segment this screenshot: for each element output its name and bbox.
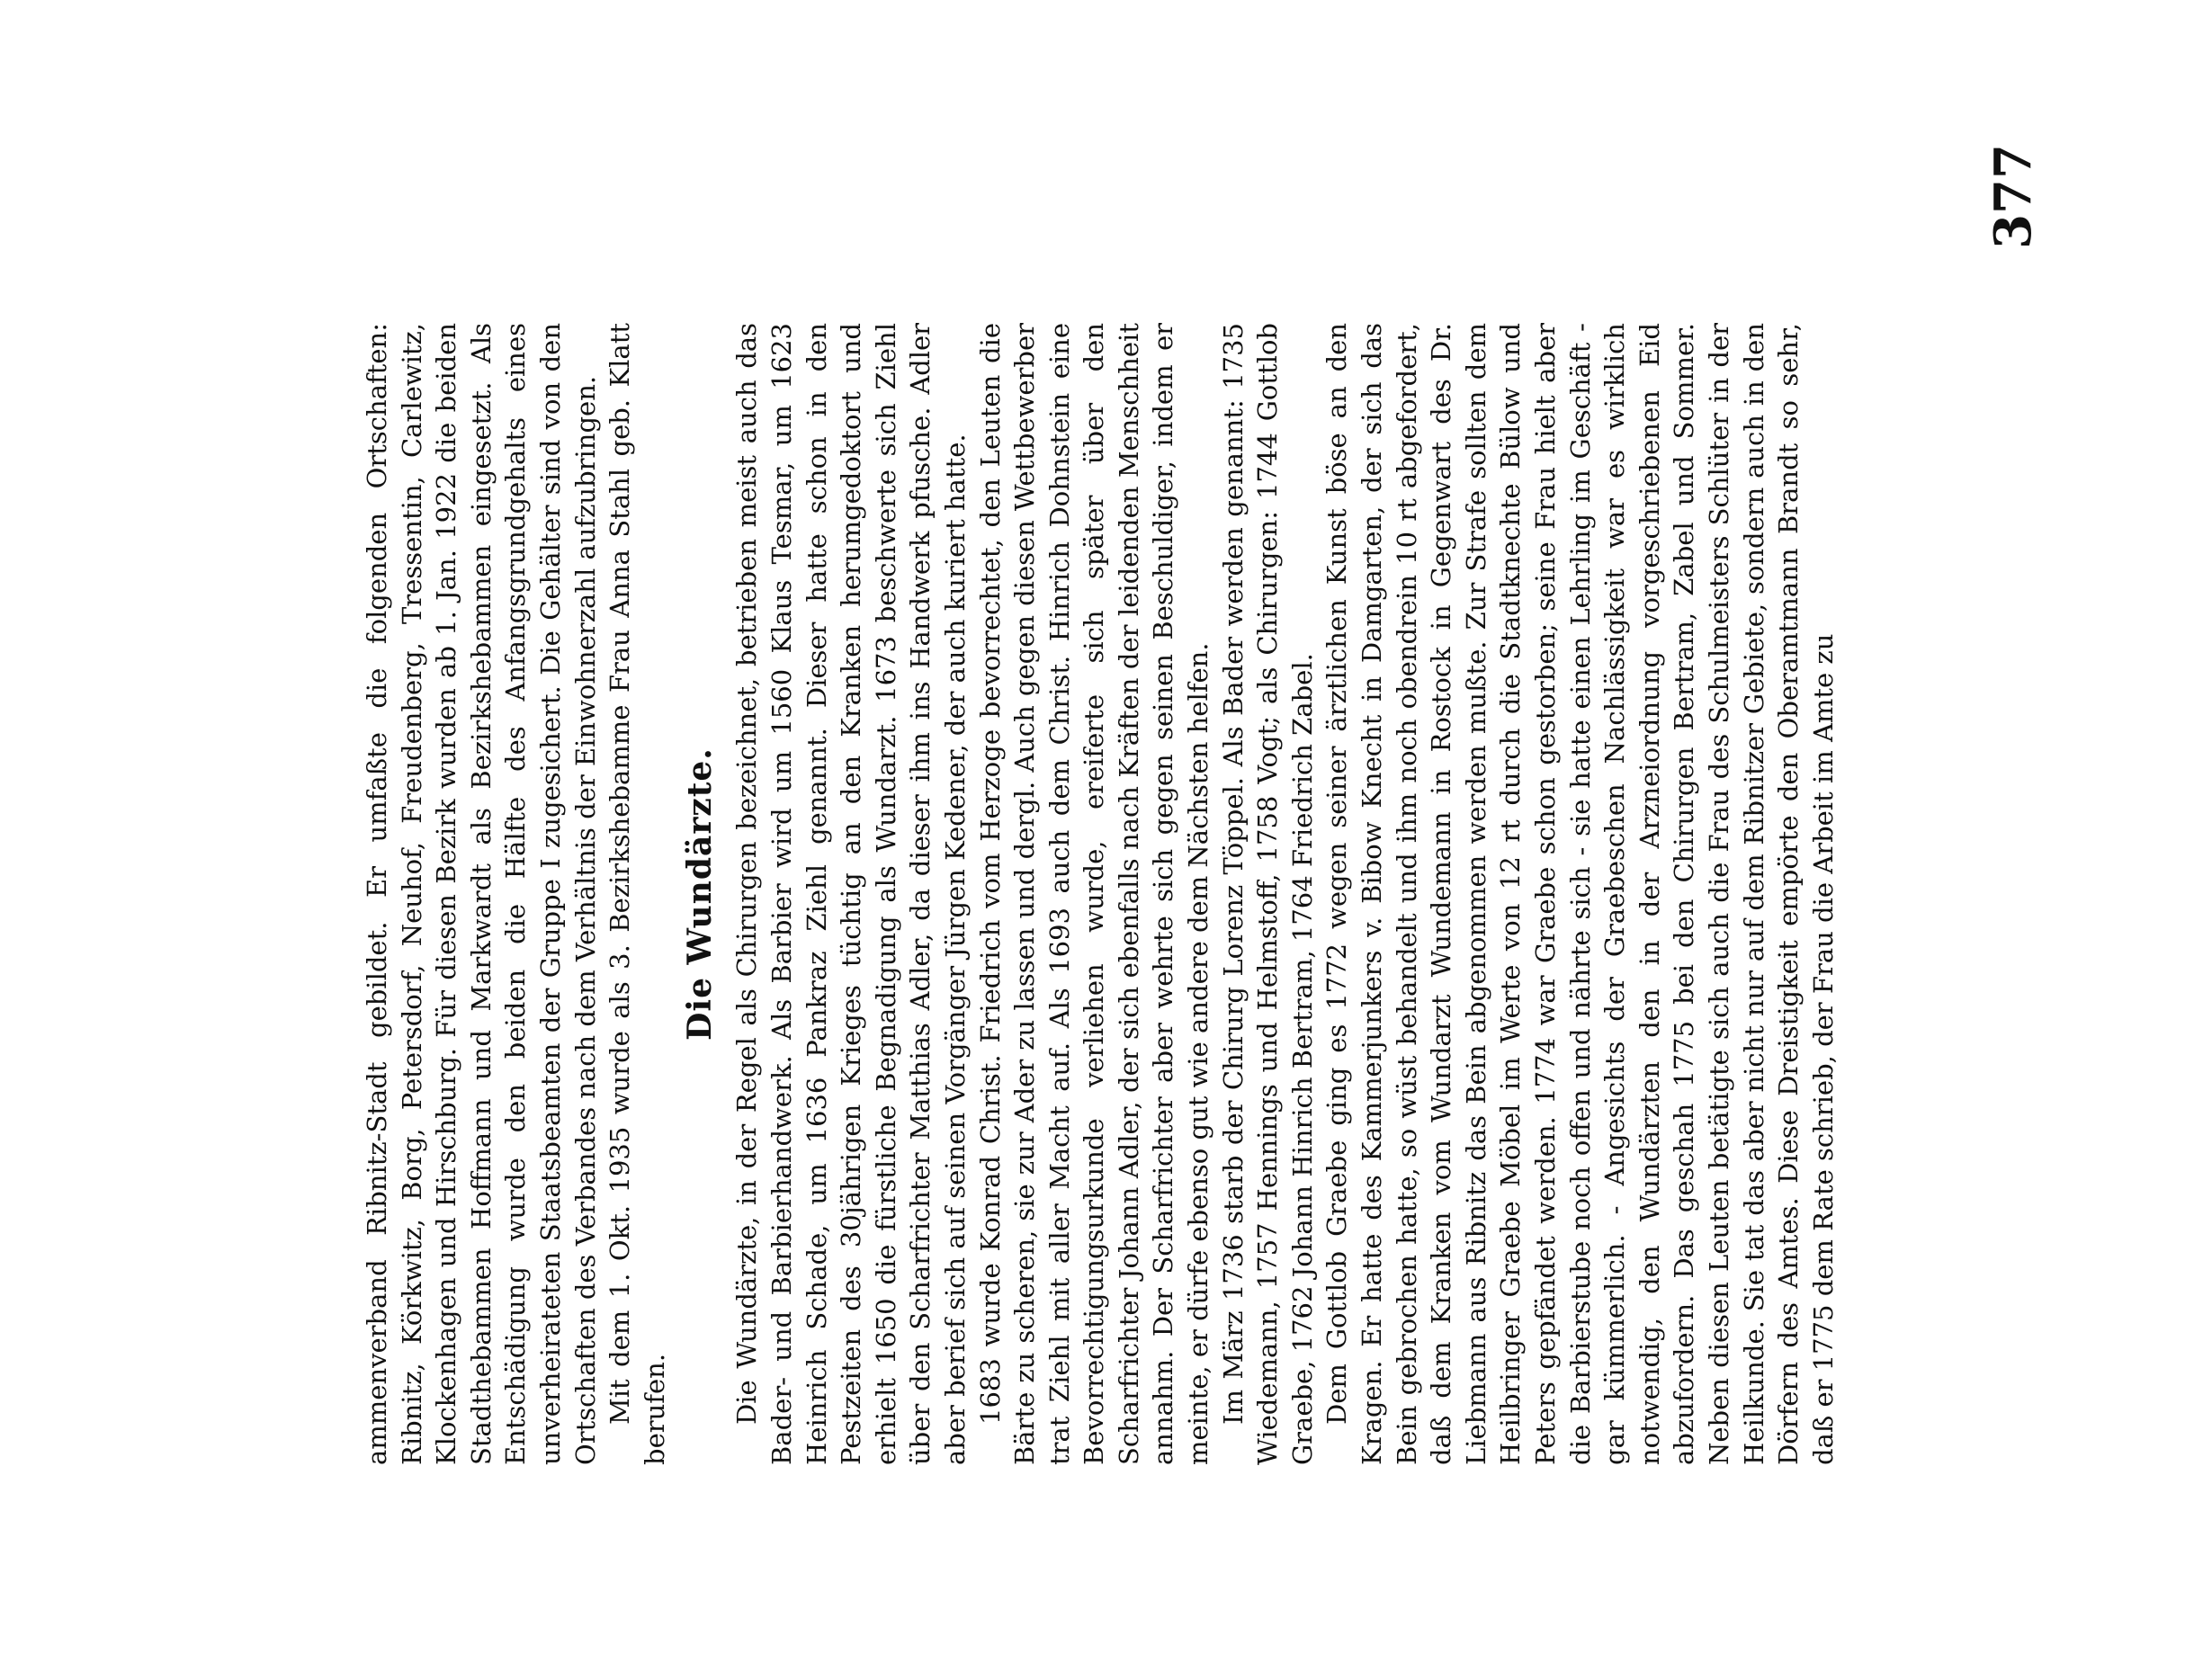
paragraph: 1683 wurde Konrad Christ. Friedrich vom Herzoge bevorrechtet, den Leuten die Bärte zu scheren, sie zur Ader zu lassen und dergl. Auch gegen diesen Wettbewerber trat Ziehl mit aller Macht auf. Als 1693 auch dem Christ. Hinrich Dohnstein eine Bevorrechtigungsurkunde verliehen wurde, ereiferte sich später über den Scharfrichter Johann Adler, der sich ebenfalls nach Kräften der leidenden Menschheit annahm. Der Scharfrichter aber wehrte sich gegen seinen Beschuldiger, indem er meinte, er dürfe ebenso gut wie andere dem Nächsten helfen. <box>974 323 1214 1465</box>
paragraph: Im März 1736 starb der Chirurg Lorenz Töppel. Als Bader werden genannt: 1735 Wiedemann, 1757 Hennings und Helmstoff, 1758 Vogt; als Chirurgen: 1744 Gottlob Graebe, 1762 Johann Hinrich Bertram, 1764 Friedrich Zabel. <box>1217 323 1318 1465</box>
paragraph: Die Wundärzte, in der Regel als Chirurgen bezeichnet, betrieben meist auch das Bader- und Barbierhandwerk. Als Barbier wird um 1560 Klaus Tesmar, um 1623 Heinrich Schade, um 1636 Pankraz Ziehl genannt. Dieser hatte schon in den Pestzeiten des 30jährigen Krieges tüchtig an den Kranken herumgedoktort und erhielt 1650 die fürstliche Begnadigung als Wundarzt. 1673 beschwerte sich Ziehl über den Scharfrichter Matthias Adler, da dieser ihm ins Handwerk pfusche. Adler aber berief sich auf seinen Vorgänger Jürgen Kedener, der auch kuriert hatte. <box>731 323 971 1465</box>
paragraph: ammenverband Ribnitz-Stadt gebildet. Er umfaßte die folgenden Ortschaften: Ribnitz, Körkwitz, Borg, Petersdorf, Neuhof, Freudenberg, Tressentin, Carlewitz, Klockenhagen und Hirschburg. Für diesen Bezirk wurden ab 1. Jan. 1922 die beiden Stadthebammen Hoffmann und Markwardt als Bezirkshebammen eingesetzt. Als Entschädigung wurde den beiden die Hälfte des Anfangsgrundgehalts eines unverheirateten Staatsbeamten der Gruppe I zugesichert. Die Gehälter sind von den Ortschaften des Verbandes nach dem Verhältnis der Einwohnerzahl aufzubringen. <box>362 323 601 1465</box>
text-column <box>360 323 1840 1465</box>
paragraph: Mit dem 1. Okt. 1935 wurde als 3. Bezirkshebamme Frau Anna Stahl geb. Klatt berufen. <box>604 323 670 1465</box>
page-number: 377 <box>1984 144 2043 249</box>
section-heading: Die Wundärzte. <box>681 747 720 1041</box>
rotated-page <box>180 90 2212 1654</box>
paragraph: Dem Gottlob Graebe ging es 1772 wegen seiner ärztlichen Kunst böse an den Kragen. Er hatte des Kammerjunkers v. Bibow Knecht in Damgarten, der sich das Bein gebrochen hatte, so wüst behandelt und ihm noch obendrein 10 rt abgefordert, daß dem Kranken vom Wundarzt Wundemann in Rostock in Gegenwart des Dr. Liebmann aus Ribnitz das Bein abgenommen werden mußte. Zur Strafe sollten dem Heilbringer Graebe Möbel im Werte von 12 rt durch die Stadtknechte Bülow und Peters gepfändet werden. 1774 war Graebe schon gestorben; seine Frau hielt aber die Barbierstube noch offen und nährte sich - sie hatte einen Lehrling im Geschäft - gar kümmerlich. - Angesichts der Graebeschen Nachlässigkeit war es wirklich notwendig, den Wundärzten den in der Arzneiordnung vorgeschriebenen Eid abzufordern. Das geschah 1775 bei den Chirurgen Bertram, Zabel und Sommer. Neben diesen Leuten betätigte sich auch die Frau des Schulmeisters Schlüter in der Heilkunde. Sie tat das aber nicht nur auf dem Ribnitzer Gebiete, sondern auch in den Dörfern des Amtes. Diese Dreistigkeit empörte den Oberamtmann Brandt so sehr, daß er 1775 dem Rate schrieb, der Frau die Arbeit im Amte zu <box>1321 323 1839 1465</box>
